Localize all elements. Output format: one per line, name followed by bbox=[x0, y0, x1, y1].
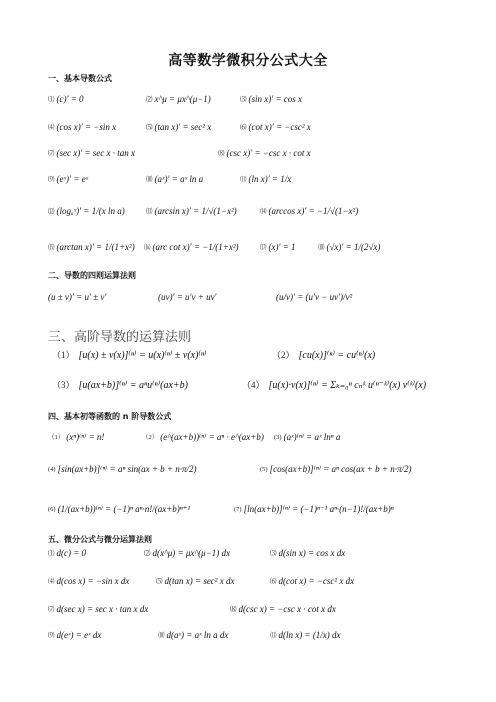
formula: （1） [u(x) ± v(x)]⁽ⁿ⁾ = u(x)⁽ⁿ⁾ ± v(x)⁽ⁿ⁾ bbox=[52, 350, 207, 361]
section-heading-3: 三、高阶导数的运算法则 bbox=[48, 330, 192, 345]
formula-row bbox=[48, 628, 468, 644]
formula: ⑶ (sin x)′ = cos x bbox=[240, 94, 303, 104]
formula: ⑹ (cot x)′ = −csc² x bbox=[240, 122, 311, 132]
formula: ⑹ d(cot x) = −csc² x dx bbox=[270, 576, 355, 586]
formula: ⑻ (csc x)′ = −csc x · cot x bbox=[218, 148, 311, 158]
formula: ⑵ x^μ = μx^(μ−1) bbox=[146, 94, 211, 104]
formula: ⑷ d(cos x) = −sin x dx bbox=[48, 576, 130, 586]
section-heading-1: 一、基本导数公式 bbox=[48, 74, 112, 83]
formula: ⒅ (√x)′ = 1/(2√x) bbox=[318, 242, 381, 252]
formula-row bbox=[48, 602, 468, 618]
formula-row bbox=[48, 172, 468, 188]
formula: ⑽ d(aˣ) = aˣ ln a dx bbox=[158, 630, 229, 640]
formula-row bbox=[48, 462, 468, 478]
formula: ⑾ d(ln x) = (1/x) dx bbox=[270, 630, 341, 640]
formula-row bbox=[48, 290, 468, 306]
formula: ⑽ (aˣ)′ = aˣ ln a bbox=[146, 174, 204, 184]
formula: （2） [cu(x)]⁽ⁿ⁾ = cu⁽ⁿ⁾(x) bbox=[272, 350, 376, 361]
formula-row bbox=[48, 92, 468, 108]
formula-row bbox=[48, 574, 468, 590]
formula-row bbox=[48, 430, 468, 446]
formula: ⑺ (sec x)′ = sec x · tan x bbox=[48, 148, 136, 158]
formula-row bbox=[48, 146, 468, 162]
formula: （2） (e^(ax+b))⁽ⁿ⁾ = aⁿ · e^(ax+b) bbox=[142, 432, 264, 442]
section-heading-5: 五、微分公式与微分运算法则 bbox=[48, 535, 152, 544]
formula: ⒃ (arc cot x)′ = −1/(1+x²) bbox=[144, 242, 239, 252]
formula: （1） (xⁿ)⁽ⁿ⁾ = n! bbox=[48, 432, 105, 442]
formula: ⑷ (cos x)′ = −sin x bbox=[48, 122, 117, 132]
formula: ⑼ (eˣ)′ = eˣ bbox=[48, 174, 89, 184]
formula: （3） [u(ax+b)]⁽ⁿ⁾ = aⁿu⁽ⁿ⁾(ax+b) bbox=[52, 380, 189, 391]
formula-row bbox=[48, 120, 468, 136]
formula-row bbox=[48, 348, 468, 364]
formula: ⑴ (c)′ = 0 bbox=[48, 94, 84, 104]
formula: ⑵ d(x^μ) = μx^(μ−1) dx bbox=[144, 548, 231, 558]
formula: ⒀ (arcsin x)′ = 1/√(1−x²) bbox=[146, 206, 237, 216]
formula: ⑶ d(sin x) = cos x dx bbox=[270, 548, 346, 558]
formula-row bbox=[48, 502, 468, 518]
formula: (u/v)′ = (u′v − uv′)/v² bbox=[276, 292, 353, 302]
formula-row bbox=[48, 378, 468, 394]
formula: ⒄ (x)′ = 1 bbox=[260, 242, 296, 252]
formula: (u ± v)′ = u′ ± v′ bbox=[48, 292, 107, 302]
formula: ⑸ d(tan x) = sec² x dx bbox=[156, 576, 235, 586]
formula: ⑿ (logₐˣ)′ = 1/(x ln a) bbox=[48, 206, 125, 216]
formula: ⒁ (arccos x)′ = −1/√(1−x²) bbox=[260, 206, 359, 216]
formula: ⒂ (arctan x)′ = 1/(1+x²) bbox=[48, 242, 135, 252]
formula: ⑾ (ln x)′ = 1/x bbox=[240, 174, 292, 184]
section-heading-2: 二、导数的四则运算法则 bbox=[48, 271, 136, 280]
formula-row bbox=[48, 240, 468, 256]
formula: (7) [ln(ax+b)]⁽ⁿ⁾ = (−1)ⁿ⁻¹ aⁿ·(n−1)!/(ax+b)ⁿ bbox=[234, 504, 394, 514]
formula: (6) (1/(ax+b))⁽ⁿ⁾ = (−1)ⁿ aⁿ·n!/(ax+b)ⁿ⁺¹ bbox=[48, 504, 191, 514]
formula: (4) [sin(ax+b)]⁽ⁿ⁾ = aⁿ sin(ax + b + n·π/2) bbox=[48, 464, 197, 474]
formula: (3) (aˣ)⁽ⁿ⁾ = aˣ lnⁿ a bbox=[274, 432, 341, 442]
formula: (uv)′ = u′v + uv′ bbox=[158, 292, 217, 302]
formula: (5) [cos(ax+b)]⁽ⁿ⁾ = aⁿ cos(ax + b + n·π/2) bbox=[260, 464, 412, 474]
section-heading-4: 四、基本初等函数的 n 阶导数公式 bbox=[48, 412, 172, 421]
page-title: 高等数学微积分公式大全 bbox=[168, 53, 328, 69]
formula: （4） [u(x)·v(x)]⁽ⁿ⁾ = Σₖ₌₀ⁿ cₙᵏ u⁽ⁿ⁻ᵏ⁾(x) v⁽ᵏ⁾(x) bbox=[242, 380, 427, 391]
formula-row bbox=[48, 204, 468, 220]
formula-row bbox=[48, 546, 468, 562]
formula: ⑻ d(csc x) = −csc x · cot x dx bbox=[230, 604, 336, 614]
formula: ⑴ d(c) = 0 bbox=[48, 548, 87, 558]
formula: ⑺ d(sec x) = sec x · tan x dx bbox=[48, 604, 149, 614]
formula: ⑸ (tan x)′ = sec² x bbox=[146, 122, 212, 132]
formula: ⑼ d(eˣ) = eˣ dx bbox=[48, 630, 102, 640]
